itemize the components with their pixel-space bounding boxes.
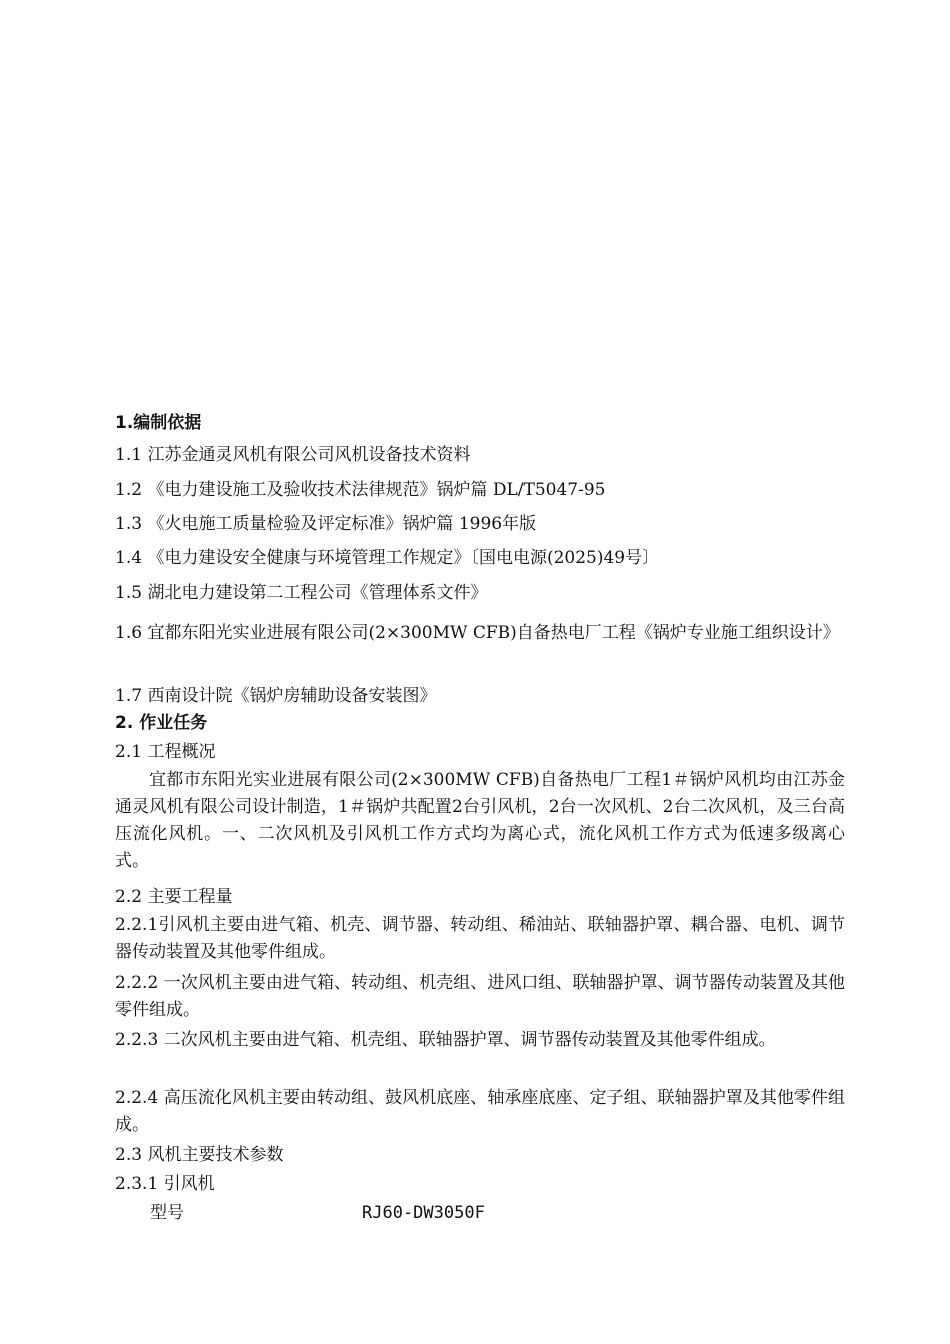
reference-item-6: 1.6 宜都东阳光实业进展有限公司(2×300MW CFB)自备热电厂工程《锅炉专业施工组织设计》 [115,623,840,643]
params-title: 2.3 风机主要技术参数 [115,1145,284,1165]
model-label: 型号 [150,1203,184,1223]
overview-paragraph: 宜都市东阳光实业进展有限公司(2×300MW CFB)自备热电厂工程1＃锅炉风机均由江苏金通灵风机有限公司设计制造，1＃锅炉共配置2台引风机，2台一次风机、2台二次风机，及三台高压流化风机。一、二次风机及引风机工作方式均为离心式，流化风机工作方式为低速多级离心式。 [115,770,845,871]
fan-title: 2.3.1 引风机 [115,1174,215,1194]
reference-item-3: 1.3 《火电施工质量检验及评定标准》锅炉篇 1996年版 [115,514,537,534]
reference-item-2: 1.2 《电力建设施工及验收技术法律规范》锅炉篇 DL/T5047-95 [115,480,606,500]
quantity-item-2: 2.2.2 一次风机主要由进气箱、转动组、机壳组、进风口组、联轴器护罩、调节器传动装置及其他零件组成。 [115,973,845,1020]
overview-title: 2.1 工程概况 [115,742,216,762]
quantity-item-4: 2.2.4 高压流化风机主要由转动组、鼓风机底座、轴承座底座、定子组、联轴器护罩及其他零件组成。 [115,1088,845,1135]
quantity-item-3: 2.2.3 二次风机主要由进气箱、机壳组、联轴器护罩、调节器传动装置及其他零件组成。 [115,1030,776,1050]
section-2-heading: 2. 作业任务 [115,713,208,733]
reference-item-5: 1.5 湖北电力建设第二工程公司《管理体系文件》 [115,583,488,603]
reference-item-7: 1.7 西南设计院《锅炉房辅助设备安装图》 [115,686,437,706]
quantity-title: 2.2 主要工程量 [115,887,233,907]
reference-item-1: 1.1 江苏金通灵风机有限公司风机设备技术资料 [115,445,471,465]
model-value: RJ60-DW3050F [362,1203,485,1223]
reference-item-4: 1.4 《电力建设安全健康与环境管理工作规定》〔国电电源(2025)49号〕 [115,548,660,568]
quantity-item-1: 2.2.1引风机主要由进气箱、机壳、调节器、转动组、稀油站、联轴器护罩、耦合器、电机、调节器传动装置及其他零件组成。 [115,915,845,962]
section-1-heading: 1.编制依据 [115,413,202,433]
